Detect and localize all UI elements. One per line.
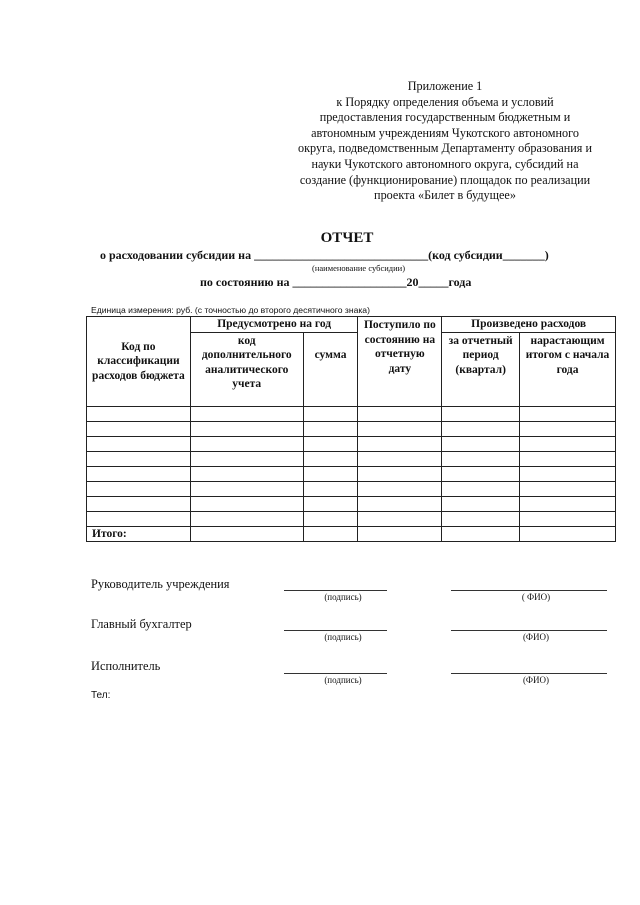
header-analytic (190, 332, 303, 406)
subsidy-caption: (наименование субсидии) (312, 263, 406, 273)
subsidy-line: о расходовании субсидии на _____________________________(код субсидии_______) (100, 248, 549, 262)
executor-sign-line[interactable] (284, 673, 387, 674)
table-row (87, 451, 616, 466)
appendix-line: к Порядку определения объема и условий (336, 94, 554, 109)
executor-name-line[interactable] (451, 673, 607, 674)
accountant-name-caption: (ФИО) (522, 632, 550, 642)
head-name-caption: ( ФИО) (521, 592, 551, 602)
header-cumulative (520, 332, 616, 406)
total-row (87, 526, 616, 542)
table-row (87, 481, 616, 496)
header-sum-text: сумма (314, 348, 347, 361)
head-name-line[interactable] (451, 590, 607, 591)
executor-label: Исполнитель (91, 659, 161, 673)
executor-name-caption: (ФИО) (522, 675, 550, 685)
accountant-name-line[interactable] (451, 630, 607, 631)
table-row (87, 421, 616, 436)
appendix-header (270, 79, 620, 204)
accountant-sign-line[interactable] (284, 630, 387, 631)
appendix-line: проекта «Билет в будущее» (374, 188, 516, 203)
header-planned: Предусмотрено на год (190, 317, 358, 333)
accountant-sign-caption: (подпись) (324, 632, 362, 642)
header-analytic-text: код дополнительного аналитического учета (201, 334, 292, 390)
header-code (87, 317, 191, 407)
header-sum (303, 332, 358, 406)
appendix-line: автономным учреждениям Чукотского автономного (311, 125, 579, 140)
table-row (87, 406, 616, 421)
table-row (87, 466, 616, 481)
report-title: ОТЧЕТ (320, 230, 374, 246)
appendix-line: науки Чукотского автономного округа, субсидий на (311, 156, 579, 171)
header-period-text: за отчетный период (квартал) (448, 334, 513, 376)
table-row (87, 436, 616, 451)
table-row (87, 511, 616, 526)
total-label: Итого: (87, 526, 191, 542)
appendix-line: создание (функционирование) площадок по реализации (299, 172, 591, 187)
appendix-line: предоставления государственным бюджетным и (319, 110, 571, 125)
header-code-text: Код по классификации расходов бюджета (92, 340, 185, 382)
appendix-line: округа, подведомственным Департаменту образования и (298, 141, 592, 156)
header-received (358, 317, 442, 407)
tel-label: Тел: (91, 690, 111, 701)
head-sign-line[interactable] (284, 590, 387, 591)
header-period (442, 332, 520, 406)
as-of-line: по состоянию на ___________________20_____года (200, 275, 472, 289)
table-row (87, 496, 616, 511)
header-received-text: Поступило по состоянию на отчетную дату (363, 319, 436, 375)
header-cumulative-text: нарастающим итогом с начала года (525, 334, 610, 376)
head-label: Руководитель учреждения (91, 577, 230, 591)
header-spent: Произведено расходов (442, 317, 616, 333)
report-table (86, 316, 616, 542)
accountant-label: Главный бухгалтер (91, 617, 192, 631)
executor-sign-caption: (подпись) (324, 675, 362, 685)
appendix-line: Приложение 1 (407, 79, 483, 93)
head-sign-caption: (подпись) (324, 592, 362, 602)
unit-line: Единица измерения: руб. (с точностью до второго десятичного знака) (91, 305, 370, 315)
